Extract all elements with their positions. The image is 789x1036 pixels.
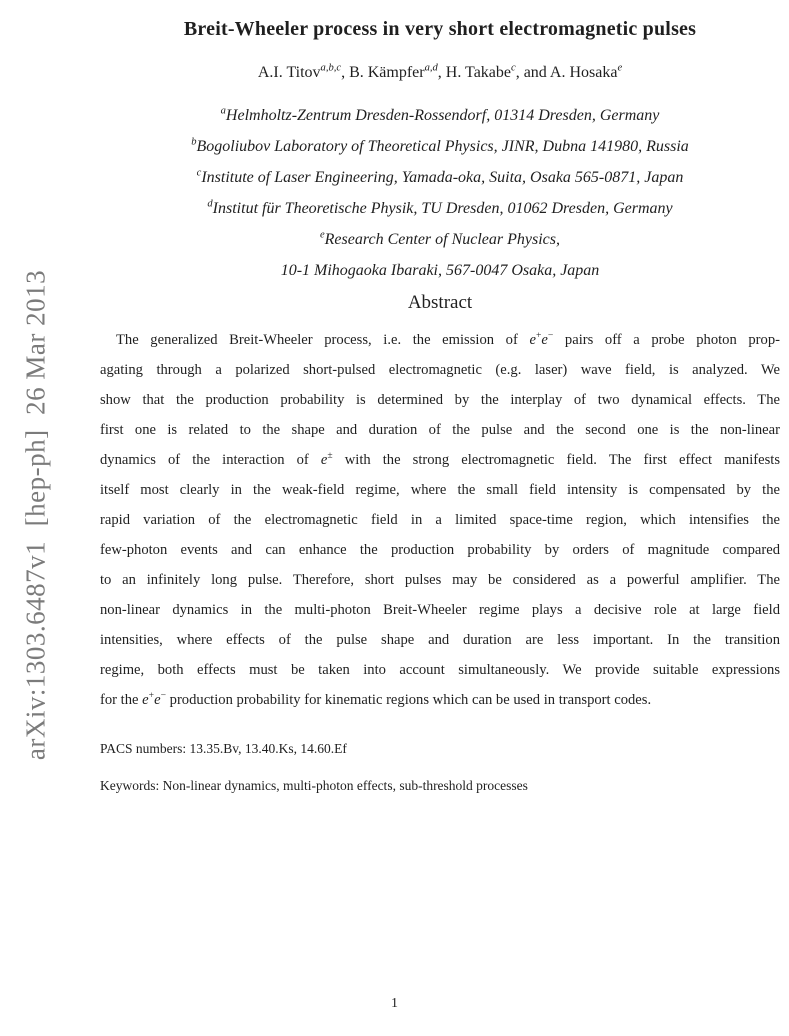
author-affiliation-marker: e — [617, 62, 623, 74]
pacs-values: 13.35.Bv, 13.40.Ks, 14.60.Ef — [189, 741, 347, 756]
affiliation-marker: e — [319, 229, 325, 241]
abstract-line: dynamics of the interaction of e± with the strong electromagnetic field. The first effect manifests — [100, 450, 781, 468]
paper-content — [100, 0, 780, 1036]
pacs-label: PACS numbers: — [100, 741, 187, 756]
math-var: e — [320, 452, 328, 468]
affiliation-line — [100, 193, 780, 224]
abstract-line: intensities, where effects of the pulse shape and duration are less important. In the transition — [100, 632, 780, 648]
abstract-line: few-photon events and can enhance the production probability by orders of magnitude compared — [100, 542, 780, 558]
superscript: − — [160, 690, 166, 702]
affiliation-marker: a — [220, 105, 226, 117]
affiliation-marker: c — [196, 167, 202, 179]
superscript: ± — [327, 450, 333, 462]
author-name: A.I. Titov — [257, 64, 321, 81]
keywords-values: Non-linear dynamics, multi-photon effects, sub-threshold processes — [162, 778, 528, 793]
keywords-label: Keywords: — [100, 778, 160, 793]
math-var: e — [154, 692, 161, 708]
abstract-line: agating through a polarized short-pulsed electromagnetic (e.g. laser) wave field, is analyzed. We — [100, 362, 780, 378]
pacs-line — [100, 741, 780, 757]
affiliation-text: Institut für Theoretische Physik, TU Dresden, 01062 Dresden, Germany — [212, 200, 673, 217]
affiliation-line — [100, 131, 780, 162]
author-name: B. Kämpfer — [349, 64, 425, 81]
abstract-line: first one is related to the shape and duration of the pulse and the second one is the non-linear — [100, 422, 780, 438]
abstract-heading: Abstract — [407, 292, 473, 313]
superscript: + — [148, 690, 155, 702]
affiliation-list — [100, 100, 780, 286]
affiliation-marker: d — [207, 198, 213, 210]
abstract-line: rapid variation of the electromagnetic field in a limited space-time region, which intensifies the — [100, 512, 780, 528]
affiliation-text: Helmholtz-Zentrum Dresden-Rossendorf, 01314 Dresden, Germany — [225, 107, 660, 124]
affiliation-text: 10-1 Mihogaoka Ibaraki, 567-0047 Osaka, Japan — [280, 262, 600, 279]
affiliation-marker: b — [191, 136, 197, 148]
author-affiliation-marker: a,d — [424, 62, 438, 74]
math-var: e — [142, 692, 149, 708]
author-affiliation-marker: c — [511, 62, 516, 74]
page-number: 1 — [391, 996, 398, 1011]
author-affiliation-marker: a,b,c — [320, 62, 342, 74]
abstract-line: regime, both effects must be taken into account simultaneously. We provide suitable expressions — [100, 662, 780, 678]
affiliation-line — [100, 100, 780, 131]
abstract-body — [100, 325, 780, 715]
abstract-line: to an infinitely long pulse. Therefore, short pulses may be considered as a powerful amplifier. The — [100, 572, 780, 588]
keywords-line — [100, 778, 780, 794]
abstract-line: for the e+e− production probability for kinematic regions which can be used in transport codes. — [100, 690, 652, 708]
abstract-line: show that the production probability is determined by the interplay of two dynamical effects. The — [100, 392, 780, 408]
abstract-line: itself most clearly in the weak-field regime, where the small field intensity is compensated by the — [100, 482, 780, 498]
author-name: H. Takabe — [445, 64, 512, 81]
affiliation-line — [100, 162, 780, 193]
arxiv-stamp: arXiv:1303.6487v1 [hep-ph] 26 Mar 2013 — [20, 269, 51, 761]
abstract-line: The generalized Breit-Wheeler process, i.e. the emission of e+e− pairs off a probe photon prop- — [116, 330, 780, 348]
superscript: − — [547, 330, 554, 342]
abstract-line: non-linear dynamics in the multi-photon Breit-Wheeler regime plays a decisive role at large field — [100, 602, 780, 618]
affiliation-text: Research Center of Nuclear Physics, — [324, 231, 561, 248]
affiliation-line — [100, 224, 780, 255]
math-var: e — [541, 332, 548, 348]
math-var: e — [529, 332, 536, 348]
affiliation-text: Institute of Laser Engineering, Yamada-oka, Suita, Osaka 565-0871, Japan — [201, 169, 684, 186]
author-line: A.I. Titov$^{a,b,c}$, B. Kämpfer$^{a,d}$, H. Takabe$^c$, and A. Hosaka$^e$ — [257, 62, 623, 81]
author-name: A. Hosaka — [549, 64, 618, 81]
affiliation-line — [100, 255, 780, 286]
superscript: + — [535, 330, 542, 342]
paper-title: Breit-Wheeler process in very short electromagnetic pulses — [183, 18, 697, 40]
affiliation-text: Bogoliubov Laboratory of Theoretical Physics, JINR, Dubna 141980, Russia — [196, 138, 689, 155]
